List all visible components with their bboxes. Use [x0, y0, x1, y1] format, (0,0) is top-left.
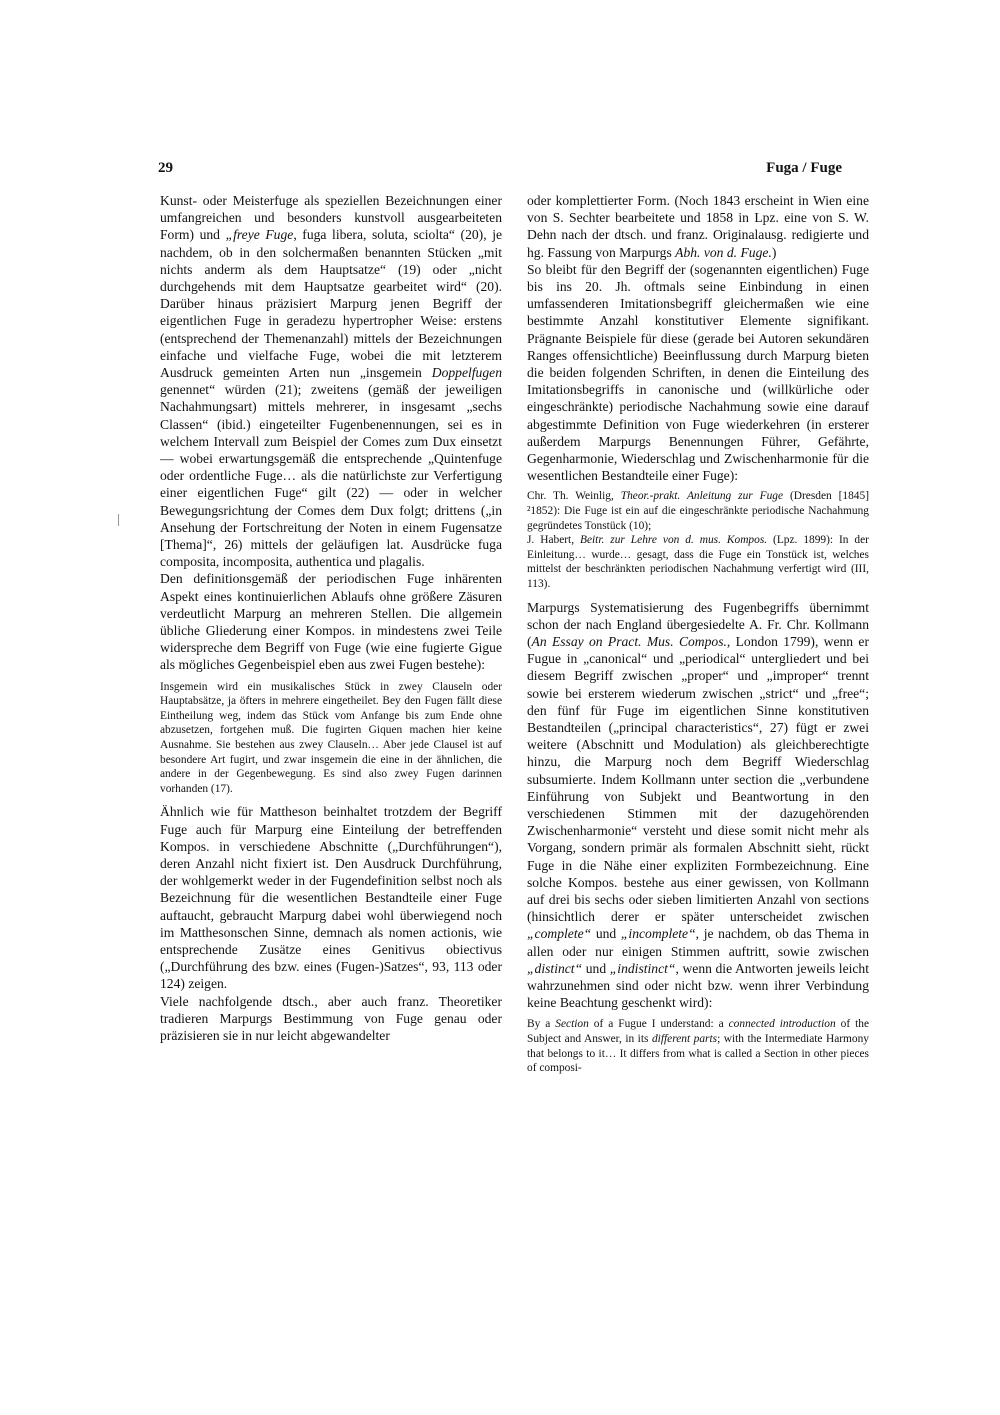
- text: Marpurgs Systematisierung des Fugenbegriffs übernimmt schon der nach England übergesiedelte A. Fr. Chr. Kollmann (: [527, 599, 869, 650]
- text: By a: [527, 1018, 556, 1031]
- book-title: Beitr. zur Lehre von d. mus. Kompos.: [580, 534, 768, 547]
- term: Section: [555, 1018, 589, 1031]
- text: , fuga libera, soluta, sciolta“ (20), je nachdem, ob in den solchermaßen benannten Stücken „mit nichts anderm als dem Hauptsatze“ (19) oder „nicht durchgehends mit dem Hauptsatze gearbeitet wird“ (20). Darüber hinaus präzisiert Marpurg jenen Begriff der eigentlichen Fuge in geradezu hypertropher Weise: erstens (entsprechend der Themenanzahl) mittels der Bezeichnungen einfache und vielfache Fuge, wobei die mit letzterem Ausdruck gemeinten Arten nun „insgemein: [160, 227, 502, 381]
- book-title: Theor.-prakt. Anleitung zur Fuge: [620, 490, 784, 503]
- block-quote: [527, 1017, 869, 1075]
- text: und: [591, 926, 621, 942]
- text: ): [771, 244, 777, 260]
- text: genennet“ würden (21); zweitens (gemäß der jeweiligen Nachahmungsart) mittels mehrerer, in insgesamt „sechs Classen“ (ibid.) eingeteilter Fugenbenennungen, sei es in welchem Intervall zum Beispiel der Comes zum Dux einsetzt — wobei erwartungsgemäß die entsprechende „Quintenfuge oder ordentliche Fuge… als die natürlichste zur Verfertigung einer eigentlichen Fuge“ gilt (22) — oder in welcher Bewegungsrichtung der Comes dem Dux folgt; drittens („in Ansehung der Fortschreitung der Noten in einem Fugensatze [Thema]“, 26) mittels der geläufigen lat. Ausdrücke fuga composita, incomposita, authentica und plagalis.: [160, 382, 502, 570]
- text: und: [582, 960, 610, 976]
- term: „indistinct“: [609, 960, 676, 976]
- running-head: Fuga / Fuge: [766, 160, 842, 176]
- text: ; with the Intermediate Harmony that belongs to it… It differs from what is called a Section in other pieces of composi-: [527, 1033, 870, 1075]
- term: different parts: [651, 1033, 718, 1046]
- left-column: [160, 192, 502, 1044]
- text: oder komplettierter Form. (Noch 1843 erscheint in Wien eine von S. Sechter bearbeitete und 1858 in Lpz. eine von S. W. Dehn nach der dtsch. und franz. Originalausg. redigierte und hg. Fassung von Marpurgs: [527, 193, 869, 260]
- text: , wenn die Antworten jeweils leicht wahrzunehmen sind oder nicht bzw. wenn ihrer Verbindung keine Beachtung geschenkt wird):: [527, 960, 870, 1011]
- reference: [527, 533, 869, 591]
- term: connected introduction: [728, 1018, 836, 1031]
- paragraph: Den definitionsgemäß der periodischen Fuge inhärenten Aspekt eines kontinuierlichen Ablaufs ohne größere Zäsuren verdeutlicht Marpurg an mehreren Stellen. Die allgemein übliche Gliederung einer Kompos. in mindestens zwei Teile widerspreche dem Begriff von Fuge (wie eine fugierte Gigue als mögliches Gegenbeispiel eben aus zwei Fugen bestehe):: [160, 571, 502, 673]
- text: J. Habert,: [527, 534, 580, 547]
- paragraph: Viele nachfolgende dtsch., aber auch franz. Theoretiker tradieren Marpurgs Bestimmung von Fuge genau oder präzisieren sie in nur leicht abgewandelter: [160, 993, 502, 1044]
- text: of the Subject and Answer, in its: [527, 1018, 870, 1046]
- text: , London 1799), wenn er Fugue in „canonical“ und „periodical“ untergliedert und bei diesem Begriff zwischen „proper“ und „improper“ trennt sowie bei ersterem wiederum zwischen „strict“ und „free“; den fünf für Fuge im eigentlichen Sinne konstitutiven Bestandteilen („principal characteristics“, 27) fügt er zwei weitere (Abschnitt und Modulation) als gleichberechtigte hinzu, die Marpurg noch dem Begriff Wiederschlag subsumierte. Indem Kollmann unter section die „verbundene Einführung von Subjekt und Beantwortung in den verschiedenen Stimmen mit der dazugehörenden Zwischenharmonie“ versteht und diese somit nicht mehr als Vorgang, sondern primär als formalen Abschnitt sieht, rückt Fuge in die Nähe einer expliziten Formbezeichnung. Eine solche Kompos. bestehe aus einer gewissen, von Kollmann auf drei bis sechs oder sieben limitierten Anzahl von sections (hinsichtlich derer er später unterscheidet zwischen: [527, 634, 869, 925]
- margin-mark: [118, 514, 119, 526]
- reference-block: [527, 489, 869, 591]
- book-title: An Essay on Pract. Mus. Compos.: [531, 634, 727, 650]
- text: Chr. Th. Weinlig,: [527, 490, 621, 503]
- block-quote: Insgemein wird ein musikalisches Stück in zwey Clauseln oder Hauptabsätze, ja öfters in mehrere eingetheilet. Bey den Fugen fällt diese Eintheilung weg, indem das Stück vom Anfange bis zum Ende ohne abzusetzen, fortgehen muß. Die fugirten Giquen machen hier keine Ausnahme. Sie bestehen aus zwey Clauseln… Aber jede Clausel ist auf besondere Art fugirt, und zwar insgemein die eine in der ähnlichen, die andere in der Gegenbewegung. Es sind also zwey Fugen darinnen vorhanden (17).: [160, 680, 502, 795]
- paragraph: So bleibt für den Begriff der (sogenannten eigentlichen) Fuge bis ins 20. Jh. oftmals seine Einbindung in einen umfassenderen Imitationsbegriff gleichermaßen wie eine bestimmte Anzahl konstitutiver Elemente signifikant. Prägnante Beispiele für diese (gerade bei Autoren sekundären Ranges offensichtliche) Beeinflussung durch Marpurg bieten die beiden folgenden Schriften, in denen die Einteilung des Imitationsbegriffs in canonische und (willkürliche oder eingeschränkte) periodische Nachahmung sowie eine darauf abgestimmte Definition von Fuge wiederkehren (in ersterer außerdem Marpurgs Benennungen Führer, Gefährte, Gegenharmonie, Wiederschlag und Zwischenharmonie für die wesentlichen Bestandteile einer Fuge):: [527, 261, 869, 484]
- paragraph: [160, 192, 502, 570]
- term: Doppelfugen: [431, 365, 502, 381]
- paragraph: Ähnlich wie für Mattheson beinhaltet trotzdem der Begriff Fuge auch für Marpurg eine Einteilung der betreffenden Kompos. in verschiedene Abschnitte („Durchführungen“), deren Anzahl nicht fixiert ist. Den Ausdruck Durchführung, der wohlgemerkt weder in der Fugendefinition selbst noch als Bezeichnung für die wesentlichen Bestandteile einer Fuge auftaucht, gebraucht Marpurg dabei wohl überwiegend noch im Matthesonschen Sinne, demnach als nomen actionis, wie entsprechende Zusätze eines Genitivus obiectivus („Durchführung des bzw. eines (Fugen-)Satzes“, 93, 113 oder 124) zeigen.: [160, 804, 502, 992]
- right-column: [527, 192, 869, 1083]
- reference: [527, 489, 869, 533]
- text: (Dresden [1845] ²1852): Die Fuge ist ein auf die eingeschränkte periodische Nachahmung gegründetes Tonstück (10);: [527, 490, 869, 532]
- text: , je nachdem, ob das Thema in allen oder nur einigen Stimmen auftritt, sowie zwischen: [527, 926, 869, 959]
- book-title: Abh. von d. Fuge.: [675, 244, 772, 260]
- paragraph: [527, 192, 869, 261]
- term: „complete“: [527, 926, 592, 942]
- paragraph: [527, 599, 869, 1012]
- term: „incomplete“: [620, 926, 696, 942]
- text: (Lpz. 1899): In der Einleitung… wurde… gesagt, dass die Fuge ein Tonstück ist, welches mittelst der beschränkten periodischen Nachahmung verfertigt wird (III, 113).: [527, 534, 869, 591]
- page-number: 29: [158, 160, 173, 176]
- text: of a Fugue I understand: a: [588, 1018, 729, 1031]
- text: Kunst- oder Meisterfuge als speziellen Bezeichnungen einer umfangreichen und besonders kunstvoll ausgearbeiteten Form) und: [160, 193, 502, 243]
- term: „distinct“: [527, 960, 583, 976]
- term: „freye Fuge: [225, 227, 294, 243]
